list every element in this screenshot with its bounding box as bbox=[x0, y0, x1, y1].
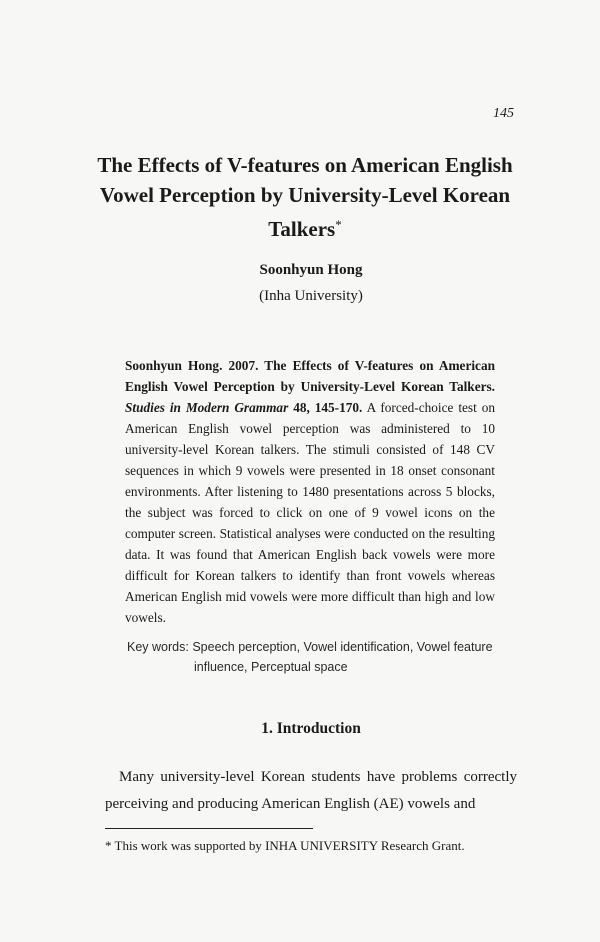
keywords-line-1: Speech perception, Vowel identification, Vowel feature bbox=[192, 640, 493, 654]
abstract bbox=[125, 355, 495, 628]
abstract-journal: Studies in Modern Grammar bbox=[125, 400, 289, 415]
intro-paragraph: Many university-level Korean students have problems correctly perceiving and producing American English (AE) vowels and bbox=[105, 769, 517, 812]
page-number: 145 bbox=[493, 106, 514, 121]
abstract-volume-pages: 48, 145-170. bbox=[293, 400, 363, 415]
abstract-citation: Soonhyun Hong. 2007. The Effects of V-features on American English Vowel Perception by University-Level Korean Talkers. bbox=[125, 358, 495, 394]
title-line-3: Talkers bbox=[268, 217, 336, 241]
title-footnote-marker: * bbox=[335, 217, 342, 232]
abstract-body: A forced-choice test on American English vowel perception was administered to 10 university-level Korean talkers. The stimuli consisted of 148 CV sequences in which 9 vowels were presented in 18 onset consonant environments. After listening to 1480 presentations across 5 blocks, the subject was forced to click on one of 9 vowel icons on the computer screen. Statistical analyses were conducted on the resulting data. It was found that American English back vowels were more difficult for Korean talkers to identify than front vowels whereas American English mid vowels were more difficult than high and low vowels. bbox=[125, 400, 496, 625]
author-affiliation: (Inha University) bbox=[259, 288, 363, 304]
keywords-line-2: influence, Perceptual space bbox=[194, 660, 348, 674]
footnote-divider bbox=[105, 828, 313, 829]
keywords bbox=[127, 637, 502, 677]
title-line-1: The Effects of V-features on American English bbox=[97, 153, 513, 177]
footnote: * This work was supported by INHA UNIVERSITY Research Grant. bbox=[105, 838, 465, 853]
paper-title bbox=[90, 150, 520, 244]
author-name: Soonhyun Hong bbox=[259, 262, 363, 278]
title-line-2: Vowel Perception by University-Level Korean bbox=[99, 183, 511, 207]
keywords-label: Key words: bbox=[127, 640, 189, 654]
section-heading: 1. Introduction bbox=[261, 720, 361, 737]
